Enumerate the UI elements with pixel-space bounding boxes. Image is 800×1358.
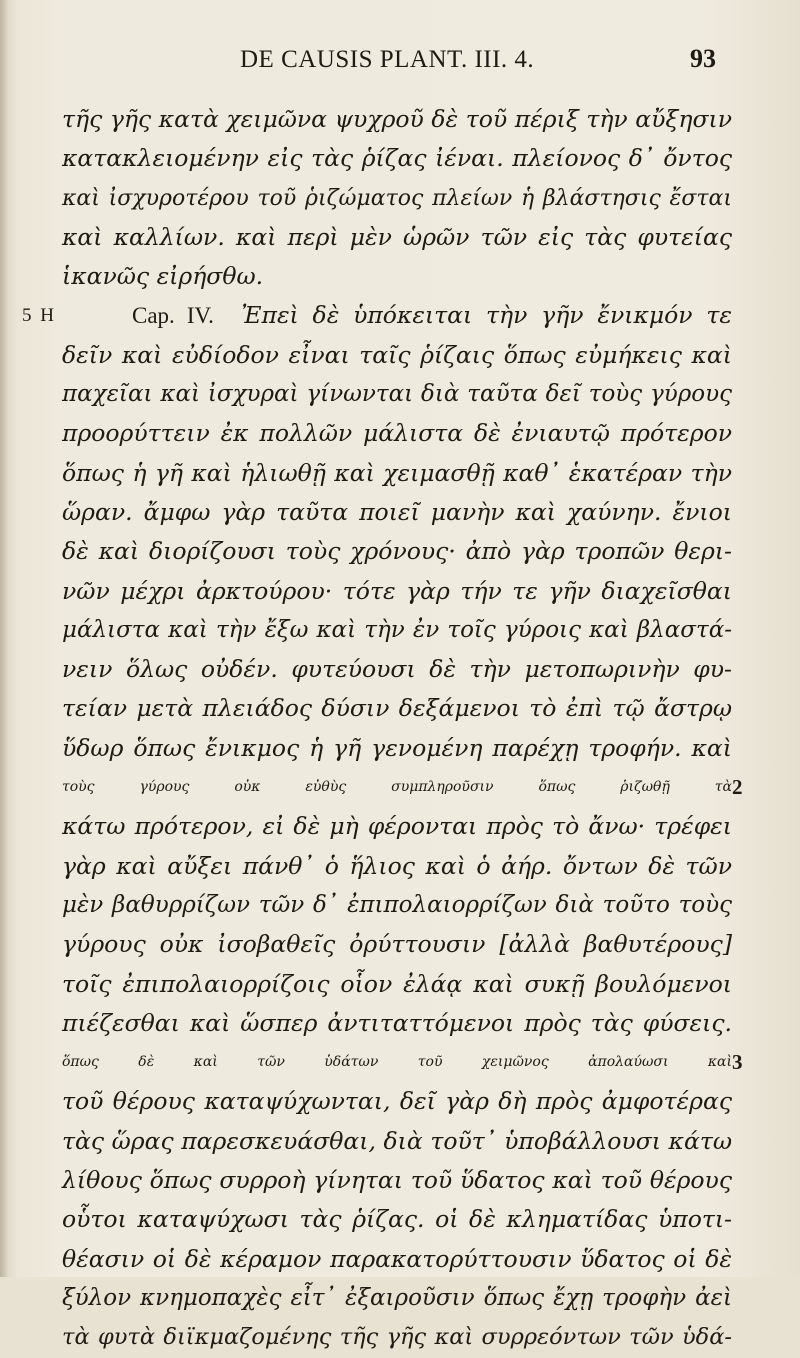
text-line: τὰ φυτὰ διϊκμαζομένης τῆς γῆς καὶ συρρεόντων τῶν ὑδά-	[62, 1324, 732, 1351]
text-line: γὰρ καὶ αὔξει πάνθ᾽ ὁ ἥλιος καὶ ὁ ἀήρ. ὄντων δὲ τῶν	[62, 851, 732, 880]
text-line: τοῦ θέρους καταψύχωνται, δεῖ γὰρ δὴ πρὸς ἀμφοτέρας	[62, 1087, 732, 1116]
margin-number-3: 3	[732, 1050, 743, 1075]
chapter-line-text: Ἐπεὶ δὲ ὑπόκειται τὴν γῆν ἔνικμόν τε	[241, 301, 732, 330]
text-line: νῶν μέχρι ἀρκτούρου· τότε γὰρ τήν τε γῆν διαχεῖσθαι	[62, 576, 732, 605]
chapter-line-content	[132, 296, 732, 335]
text-line: καὶ ἰσχυροτέρου τοῦ ῥιζώματος πλείων ἡ βλάστησις ἔσται	[62, 185, 732, 211]
text-line: νειν ὅλως οὐδέν. φυτεύουσι δὲ τὴν μετοπωρινὴν φυ-	[62, 655, 732, 684]
text-line: οὗτοι καταψύχωσι τὰς ῥίζας. οἱ δὲ κληματίδας ὑποτι-	[62, 1205, 732, 1234]
text-line: πιέζεσθαι καὶ ὥσπερ ἀντιταττόμενοι πρὸς τὰς φύσεις.	[62, 1008, 732, 1037]
page-header	[0, 40, 800, 80]
page-gutter-shadow	[0, 0, 8, 1277]
text-line: κατακλειομένην εἰς τὰς ῥίζας ἰέναι. πλείονος δ᾽ ὄντος	[62, 144, 732, 173]
margin-section-marker: 5 H	[22, 305, 56, 327]
text-line: μάλιστα καὶ τὴν ἔξω καὶ τὴν ἐν τοῖς γύροις καὶ βλαστά-	[62, 616, 732, 643]
text-line: προορύττειν ἐκ πολλῶν μάλιστα δὲ ἐνιαυτῷ πρότερον	[62, 419, 732, 448]
body-text	[22, 100, 743, 1358]
text-line: τὰς ὥρας παρεσκευάσθαι, διὰ τοῦτ᾽ ὑποβάλλουσι κάτω	[62, 1126, 732, 1155]
text-line: κάτω πρότερον, εἰ δὲ μὴ φέρονται πρὸς τὸ ἄνω· τρέφει	[62, 812, 732, 841]
text-line: ὅπως δὲ καὶ τῶν ὑδάτων τοῦ χειμῶνος ἀπολαύωσι καὶ	[62, 1054, 732, 1071]
text-line: τοῖς ἐπιπολαιορρίζοις οἷον ἐλάᾳ καὶ συκῇ βουλόμενοι	[62, 969, 732, 998]
text-line: καὶ καλλίων. καὶ περὶ μὲν ὡρῶν τῶν εἰς τὰς φυτείας	[62, 222, 732, 251]
margin-number-2: 2	[732, 775, 743, 800]
text-line: θέασιν οἱ δὲ κέραμον παρακατορύττουσιν ὕδατος οἱ δὲ	[62, 1244, 732, 1273]
text-line: δὲ καὶ διορίζουσι τοὺς χρόνους· ἀπὸ γὰρ τροπῶν θερι-	[62, 537, 732, 566]
text-line: μὲν βαθυρρίζων τῶν δ᾽ ἐπιπολαιορρίζων διὰ τοῦτο τοὺς	[62, 891, 732, 918]
chapter-heading: Cap. IV.	[132, 303, 214, 329]
text-line: δεῖν καὶ εὐδίοδον εἶναι ταῖς ῥίζαις ὅπως εὐμήκεις καὶ	[62, 340, 732, 369]
text-line: ὥραν. ἄμφω γὰρ ταῦτα ποιεῖ μανὴν καὶ χαύνην. ἔνιοι	[62, 497, 732, 526]
chapter-line	[22, 296, 732, 335]
text-line: γύρους οὐκ ἰσοβαθεῖς ὀρύττουσιν [ἀλλὰ βαθυτέρους]	[62, 930, 732, 959]
text-line: λίθους ὅπως συρροὴ γίνηται τοῦ ὕδατος καὶ τοῦ θέρους	[62, 1166, 732, 1195]
text-line: ὅπως ἡ γῆ καὶ ἡλιωθῇ καὶ χειμασθῇ καθ᾽ ἑκατέραν τὴν	[62, 458, 732, 487]
page-number: 93	[690, 44, 716, 73]
text-line: ἱκανῶς εἰρήσθω.	[62, 262, 264, 291]
running-title: DE CAUSIS PLANT. III. 4.	[240, 46, 535, 73]
text-line-with-marker-2	[62, 768, 743, 807]
text-line: τείαν μετὰ πλειάδος δύσιν δεξάμενοι τὸ ἐπὶ τῷ ἄστρῳ	[62, 694, 732, 723]
text-line: ξύλον κνημοπαχὲς εἶτ᾽ ἐξαιροῦσιν ὅπως ἔχῃ τροφὴν ἀεὶ	[62, 1284, 732, 1311]
text-line: τῆς γῆς κατὰ χειμῶνα ψυχροῦ δὲ τοῦ πέριξ τὴν αὔξησιν	[62, 105, 732, 133]
text-line: ὕδωρ ὅπως ἔνικμος ἡ γῆ γενομένη παρέχῃ τροφήν. καὶ	[62, 733, 732, 762]
text-line: παχεῖαι καὶ ἰσχυραὶ γίνωνται διὰ ταῦτα δεῖ τοὺς γύρους	[62, 381, 732, 408]
text-line-with-marker-3	[62, 1043, 743, 1082]
text-line: τοὺς γύρους οὐκ εὐθὺς συμπληροῦσιν ὅπως ῥιζωθῇ τὰ	[62, 779, 732, 796]
